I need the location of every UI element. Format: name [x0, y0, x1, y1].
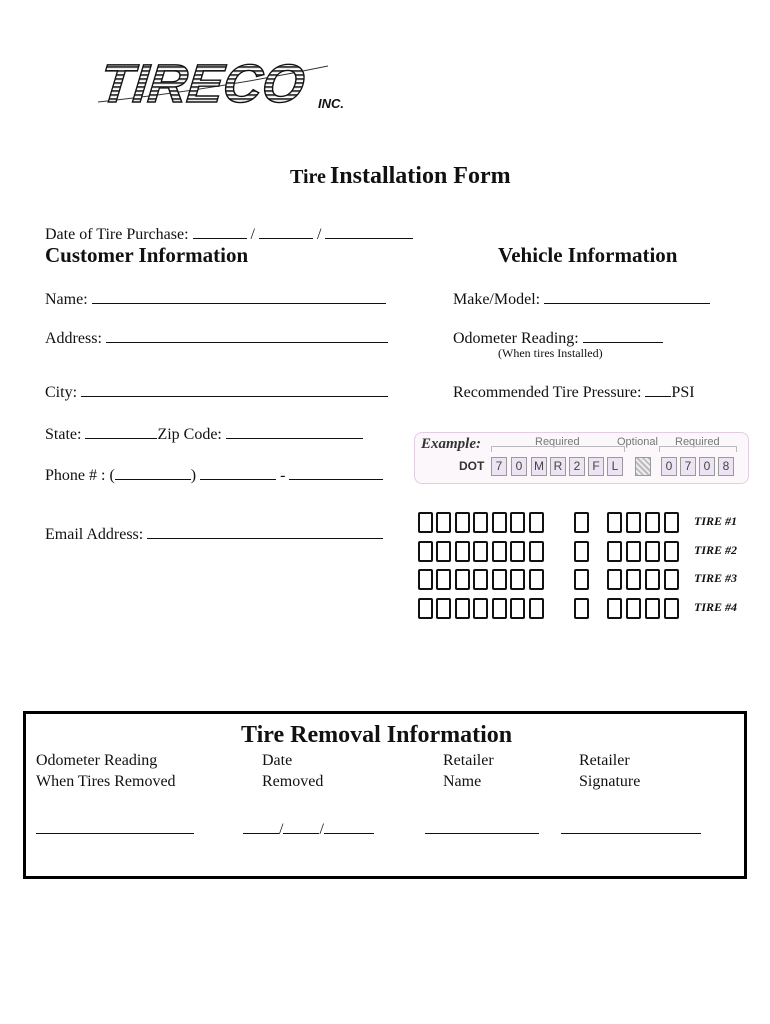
removal-col-retailer-name-l2: Name	[443, 773, 482, 790]
phone-label: Phone # :	[45, 467, 106, 484]
tire-3-dot-box[interactable]	[510, 569, 525, 590]
removal-day-field[interactable]	[283, 818, 319, 834]
email-label: Email Address:	[45, 526, 144, 543]
removal-signature-row	[561, 818, 701, 839]
tire-label-2: TIRE #2	[694, 543, 738, 557]
tire-1-dot-box[interactable]	[492, 512, 507, 533]
tire-3-dot-box[interactable]	[492, 569, 507, 590]
tire-1-dot-box[interactable]	[529, 512, 544, 533]
zip-label: Zip Code:	[157, 426, 222, 443]
removal-date-row: / /	[243, 818, 374, 839]
removal-col-odometer-l2: When Tires Removed	[36, 773, 176, 790]
tire-1-dot-box[interactable]	[664, 512, 679, 533]
tire-4-dot-box[interactable]	[664, 598, 679, 619]
removal-col-signature-l2: Signature	[579, 773, 641, 790]
make-model-row	[453, 288, 710, 309]
example-char-box: R	[550, 457, 566, 476]
tireco-logo	[92, 50, 372, 116]
example-date-box: 0	[661, 457, 677, 476]
tire-1-dot-box[interactable]	[510, 512, 525, 533]
make-model-label: Make/Model:	[453, 291, 541, 308]
tire-3-dot-box[interactable]	[455, 569, 470, 590]
purchase-day-field[interactable]	[259, 223, 313, 239]
name-row	[45, 288, 386, 309]
example-char-box: F	[588, 457, 604, 476]
form-title	[290, 163, 511, 190]
phone-area-field[interactable]	[115, 464, 191, 480]
removal-odometer-field[interactable]	[36, 818, 194, 834]
removal-col-signature-l1: Retailer	[579, 752, 630, 769]
tire-4-dot-box[interactable]	[645, 598, 660, 619]
tire-label-1: TIRE #1	[694, 514, 738, 528]
tire-4-dot-box[interactable]	[455, 598, 470, 619]
tire-3-dot-box[interactable]	[473, 569, 488, 590]
city-row	[45, 381, 388, 402]
state-field[interactable]	[85, 423, 157, 439]
city-label: City:	[45, 384, 78, 401]
tire-1-dot-box[interactable]	[626, 512, 641, 533]
dot-example	[414, 432, 749, 484]
tire-2-dot-box[interactable]	[473, 541, 488, 562]
purchase-date-label: Date of Tire Purchase:	[45, 226, 189, 243]
example-label-optional: Optional	[617, 436, 658, 448]
svg-text:INC.: INC.	[318, 96, 344, 111]
address-label: Address:	[45, 330, 102, 347]
tire-3-dot-box[interactable]	[626, 569, 641, 590]
email-row	[45, 523, 383, 544]
tire-1-dot-box[interactable]	[436, 512, 451, 533]
removal-heading: Tire Removal Information	[241, 722, 513, 748]
tire-2-dot-box[interactable]	[645, 541, 660, 562]
removal-col-retailer-name-l1: Retailer	[443, 752, 494, 769]
odometer-note: (When tires Installed)	[498, 346, 603, 360]
removal-retailer-name-field[interactable]	[425, 818, 539, 834]
make-model-field[interactable]	[544, 288, 710, 304]
required-bracket	[491, 446, 625, 452]
pressure-label: Recommended Tire Pressure:	[453, 384, 642, 401]
date-bracket	[659, 446, 737, 452]
customer-heading: Customer Information	[45, 243, 249, 267]
pressure-field[interactable]	[645, 381, 671, 397]
tire-4-dot-box[interactable]	[626, 598, 641, 619]
phone-row: Phone # : ( ) -	[45, 464, 383, 485]
tire-4-dot-box[interactable]	[436, 598, 451, 619]
tire-2-dot-box[interactable]	[455, 541, 470, 562]
form-title-large: Installation Form	[329, 163, 511, 189]
example-label-required-date: Required	[675, 436, 720, 448]
tire-1-dot-box[interactable]	[574, 512, 589, 533]
vehicle-heading: Vehicle Information	[498, 243, 678, 267]
svg-text:TIRECO: TIRECO	[97, 54, 308, 114]
example-char-box: 7	[491, 457, 507, 476]
tire-2-dot-box[interactable]	[626, 541, 641, 562]
tire-3-dot-box[interactable]	[664, 569, 679, 590]
tire-3-dot-box[interactable]	[436, 569, 451, 590]
tire-2-dot-box[interactable]	[436, 541, 451, 562]
purchase-year-field[interactable]	[325, 223, 413, 239]
state-label: State:	[45, 426, 82, 443]
example-date-box: 0	[699, 457, 715, 476]
tire-4-dot-box[interactable]	[607, 598, 622, 619]
tire-3-dot-box[interactable]	[529, 569, 544, 590]
tire-4-dot-box[interactable]	[574, 598, 589, 619]
tire-2-dot-box[interactable]	[510, 541, 525, 562]
example-char-box: M	[531, 457, 547, 476]
dot-prefix: DOT	[459, 459, 485, 473]
address-row	[45, 327, 388, 348]
tire-1-dot-box[interactable]	[418, 512, 433, 533]
tire-4-dot-box[interactable]	[492, 598, 507, 619]
tire-1-dot-box[interactable]	[473, 512, 488, 533]
example-char-box: 0	[511, 457, 527, 476]
tire-3-dot-box[interactable]	[645, 569, 660, 590]
form-title-small: Tire	[290, 166, 326, 188]
example-title: Example:	[421, 436, 481, 452]
removal-col-date-l2: Removed	[262, 773, 324, 790]
pressure-unit: PSI	[671, 384, 695, 401]
tire-1-dot-box[interactable]	[607, 512, 622, 533]
example-label-required: Required	[535, 436, 580, 448]
phone-prefix-field[interactable]	[200, 464, 276, 480]
tire-2-dot-box[interactable]	[607, 541, 622, 562]
address-field[interactable]	[106, 327, 388, 343]
name-label: Name:	[45, 291, 88, 308]
removal-signature-field[interactable]	[561, 818, 701, 834]
tire-label-3: TIRE #3	[694, 571, 738, 585]
removal-retailer-row	[425, 818, 539, 839]
removal-fields-row	[36, 818, 194, 839]
removal-year-field[interactable]	[324, 818, 374, 834]
purchase-date-row: Date of Tire Purchase: / /	[45, 223, 413, 244]
zip-field[interactable]	[226, 423, 363, 439]
tire-4-dot-box[interactable]	[529, 598, 544, 619]
tire-4-dot-box[interactable]	[510, 598, 525, 619]
tire-3-dot-box[interactable]	[574, 569, 589, 590]
tire-1-dot-box[interactable]	[645, 512, 660, 533]
name-field[interactable]	[92, 288, 386, 304]
example-optional-box	[635, 457, 651, 476]
tire-3-dot-box[interactable]	[607, 569, 622, 590]
tire-4-dot-box[interactable]	[418, 598, 433, 619]
removal-col-odometer-l1: Odometer Reading	[36, 752, 158, 769]
example-char-box: 2	[569, 457, 585, 476]
tire-label-4: TIRE #4	[694, 600, 738, 614]
tire-2-dot-box[interactable]	[492, 541, 507, 562]
example-date-box: 7	[680, 457, 696, 476]
email-field[interactable]	[147, 523, 383, 539]
odometer-label: Odometer Reading:	[453, 330, 579, 347]
tire-3-dot-box[interactable]	[418, 569, 433, 590]
example-date-box: 8	[718, 457, 734, 476]
tire-2-dot-box[interactable]	[418, 541, 433, 562]
phone-line-field[interactable]	[289, 464, 383, 480]
removal-col-date-l1: Date	[262, 752, 293, 769]
tire-4-dot-box[interactable]	[473, 598, 488, 619]
tire-2-dot-box[interactable]	[664, 541, 679, 562]
removal-month-field[interactable]	[243, 818, 279, 834]
tire-2-dot-box[interactable]	[529, 541, 544, 562]
odometer-row	[453, 327, 663, 348]
tire-2-dot-box[interactable]	[574, 541, 589, 562]
tire-1-dot-box[interactable]	[455, 512, 470, 533]
city-field[interactable]	[81, 381, 388, 397]
purchase-month-field[interactable]	[193, 223, 247, 239]
example-char-box: L	[607, 457, 623, 476]
odometer-field[interactable]	[583, 327, 663, 343]
removal-section	[23, 711, 747, 879]
pressure-row	[453, 381, 695, 402]
state-zip-row	[45, 423, 363, 444]
